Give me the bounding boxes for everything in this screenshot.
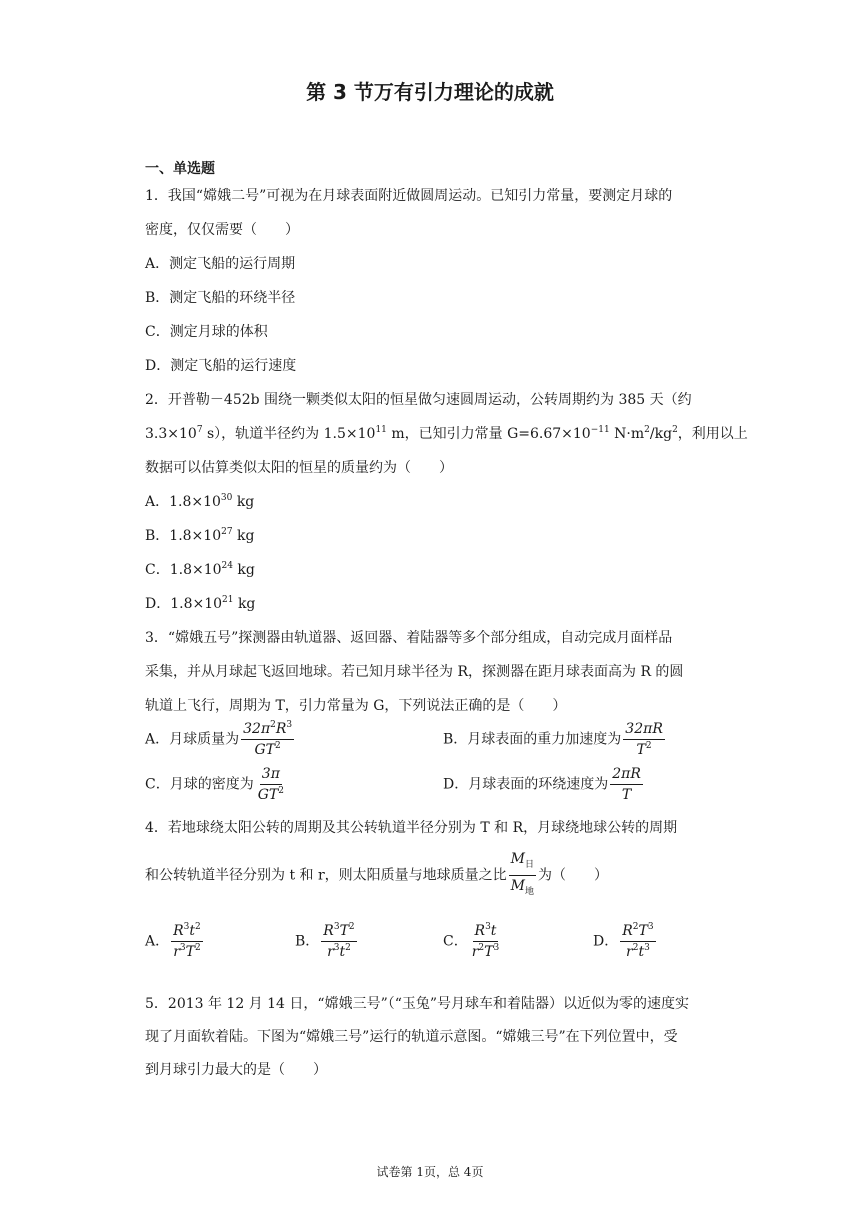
question-4-option-d: D． $\frac{R^2T^3}{r^2t^3}$ <box>593 922 654 960</box>
fraction: $\frac{32\pi^2R^3}{GT^2}$ <box>243 720 293 758</box>
question-2-line-2: $3.3\times 10^7$ s），轨道半径约为 $1.5\times 10^{11}$ m，已知引力常量 $G=6.67\times 10^{-11}$ $N\cdot m^2/kg^2$，利用以上 <box>145 425 748 442</box>
question-4-option-c: C． $\frac{R^3t}{r^2T^3}$ <box>443 922 500 960</box>
question-2-option-d: D．$1.8\times 10^{21}$ kg <box>145 595 256 612</box>
question-5-line-1: 5．2013 年 12 月 14 日，“嫦娥三号”（“玉兔”号月球车和着陆器）以近似为零的速度实 <box>145 996 690 1012</box>
fraction: $\frac{2\pi R}{T}$ <box>612 766 641 803</box>
question-1-option-a: A．测定飞船的运行周期 <box>145 256 296 272</box>
question-4-option-b: B． $\frac{R^3T^2}{r^3t^2}$ <box>295 922 355 960</box>
question-3-line-1: 3．“嫦娥五号”探测器由轨道器、返回器、着陆器等多个部分组成，自动完成月面样品 <box>145 630 673 646</box>
fraction: $\frac{R^3t^2}{r^3T^2}$ <box>173 922 201 960</box>
question-3-option-c: C．月球的密度为 $\frac{3\pi}{GT^2}$ <box>145 766 284 803</box>
fraction: $\frac{R^3T^2}{r^3t^2}$ <box>323 922 355 960</box>
question-5-line-3: 到月球引力最大的是（ ） <box>145 1062 327 1078</box>
question-1-option-b: B．测定飞船的环绕半径 <box>145 290 296 306</box>
question-3-line-2: 采集，并从月球起飞返回地球。若已知月球半径为 R，探测器在距月球表面高为 R 的圆 <box>145 664 684 680</box>
fraction: $\frac{R^3t}{r^2T^3}$ <box>471 922 500 960</box>
question-1-option-d: D．测定飞船的运行速度 <box>145 358 297 374</box>
question-2-option-a: A．$1.8\times 10^{30}$ kg <box>145 493 255 510</box>
question-2-option-b: B．$1.8\times 10^{27}$ kg <box>145 527 255 544</box>
section-heading: 一、单选题 <box>145 161 215 177</box>
question-3-option-b: B．月球表面的重力加速度为 $\frac{32\pi R}{T^2}$ <box>443 721 663 758</box>
question-4-line-2: 和公转轨道半径分别为 t 和 r，则太阳质量与地球质量之比 $\frac{M_日}{M_地}$ 为（ ） <box>145 850 608 901</box>
question-1-option-c: C．测定月球的体积 <box>145 324 268 340</box>
question-2-option-c: C．$1.8\times 10^{24}$ kg <box>145 561 255 578</box>
question-4-line-1: 4．若地球绕太阳公转的周期及其公转轨道半径分别为 T 和 R，月球绕地球公转的周期 <box>145 820 678 836</box>
question-5-line-2: 现了月面软着陆。下图为“嫦娥三号”运行的轨道示意图。“嫦娥三号”在下列位置中，受 <box>145 1029 678 1045</box>
page-footer: 试卷第 1页，总 4页 <box>376 1165 484 1179</box>
fraction: $\frac{R^2T^3}{r^2t^3}$ <box>622 922 654 960</box>
mass-ratio-fraction: $\frac{M_日}{M_地}$ <box>510 851 535 897</box>
question-1-line-1: 1．我国“嫦娥二号”可视为在月球表面附近做圆周运动。已知引力常量，要测定月球的 <box>145 188 673 204</box>
question-3-option-d: D．月球表面的环绕速度为 $\frac{2\pi R}{T}$ <box>443 766 641 803</box>
question-3-line-3: 轨道上飞行，周期为 T，引力常量为 G，下列说法正确的是（ ） <box>145 698 567 714</box>
fraction: $\frac{32\pi R}{T^2}$ <box>625 721 663 758</box>
question-1-line-2: 密度，仅仅需要（ ） <box>145 222 299 238</box>
question-2-line-3: 数据可以估算类似太阳的恒星的质量约为（ ） <box>145 460 453 476</box>
page-title: 第 3 节万有引力理论的成就 <box>306 80 554 104</box>
question-4-option-a: A． $\frac{R^3t^2}{r^3T^2}$ <box>145 922 201 960</box>
question-2-line-1: 2．开普勒－452b 围绕一颗类似太阳的恒星做匀速圆周运动，公转周期约为 385 天（约 <box>145 392 692 408</box>
fraction: $\frac{3\pi}{GT^2}$ <box>257 766 284 803</box>
question-3-option-a: A．月球质量为 $\frac{32\pi^2R^3}{GT^2}$ <box>145 720 293 758</box>
